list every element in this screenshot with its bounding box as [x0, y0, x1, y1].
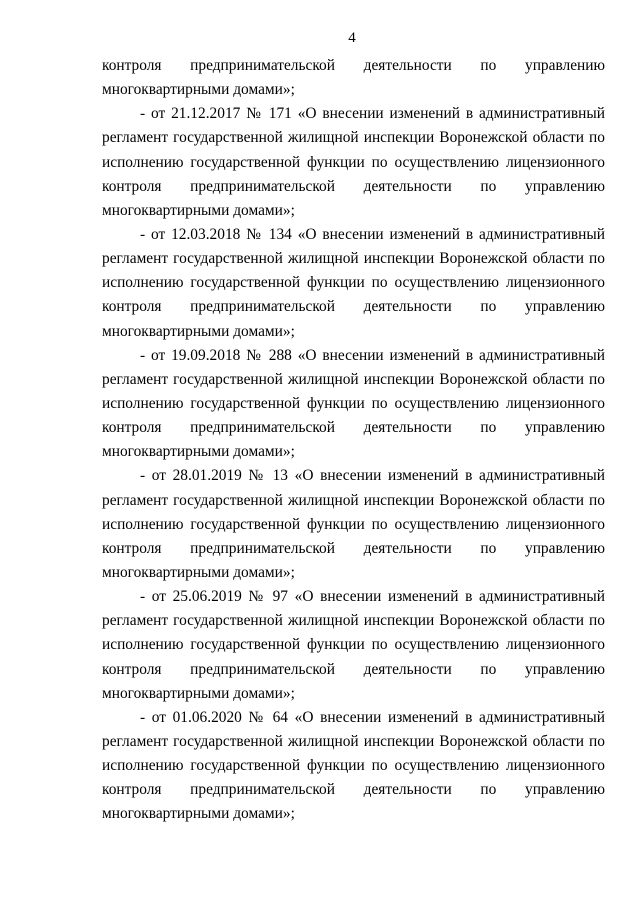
text-line: многоквартирными домами»;	[102, 805, 295, 823]
text-line: регламент государственной жилищной инспекции Воронежской области по	[102, 370, 605, 388]
text-line: - от 25.06.2019 № 97 «О внесении изменений в административный	[140, 588, 605, 606]
text-line: исполнению государственной функции по осуществлению лицензионного	[102, 757, 605, 775]
text-line: контроля предпринимательской деятельности по управлению	[102, 660, 605, 678]
text-line: контроля предпринимательской деятельности по управлению	[102, 419, 605, 437]
text-line: - от 01.06.2020 № 64 «О внесении изменений в административный	[140, 708, 605, 726]
text-line: многоквартирными домами»;	[102, 201, 295, 219]
document-body	[102, 54, 605, 827]
text-line: многоквартирными домами»;	[102, 81, 295, 99]
text-line: контроля предпринимательской деятельности по управлению	[102, 57, 605, 74]
text-line: контроля предпринимательской деятельности по управлению	[102, 781, 605, 799]
text-line: исполнению государственной функции по осуществлению лицензионного	[102, 153, 605, 171]
text-line: исполнению государственной функции по осуществлению лицензионного	[102, 515, 605, 533]
text-line: регламент государственной жилищной инспекции Воронежской области по	[102, 612, 605, 630]
text-line: исполнению государственной функции по осуществлению лицензионного	[102, 274, 605, 292]
text-line: - от 12.03.2018 № 134 «О внесении изменений в административный	[140, 225, 605, 243]
text-line: многоквартирными домами»;	[102, 684, 295, 702]
text-line: - от 28.01.2019 № 13 «О внесении изменений в административный	[140, 467, 605, 485]
text-line: контроля предпринимательской деятельности по управлению	[102, 298, 605, 316]
text-line: регламент государственной жилищной инспекции Воронежской области по	[102, 732, 605, 750]
text-line: регламент государственной жилищной инспекции Воронежской области по	[102, 491, 605, 509]
text-line: контроля предпринимательской деятельности по управлению	[102, 539, 605, 557]
text-line: контроля предпринимательской деятельности по управлению	[102, 177, 605, 195]
text-line: - от 19.09.2018 № 288 «О внесении изменений в административный	[140, 346, 605, 364]
page-number: 4	[348, 30, 356, 46]
text-line: многоквартирными домами»;	[102, 443, 295, 461]
text-line: исполнению государственной функции по осуществлению лицензионного	[102, 394, 605, 412]
text-line: регламент государственной жилищной инспекции Воронежской области по	[102, 129, 605, 147]
text-line: регламент государственной жилищной инспекции Воронежской области по	[102, 250, 605, 268]
text-line: - от 21.12.2017 № 171 «О внесении изменений в административный	[140, 105, 605, 123]
text-line: исполнению государственной функции по осуществлению лицензионного	[102, 636, 605, 654]
text-line: многоквартирными домами»;	[102, 322, 295, 340]
text-line: многоквартирными домами»;	[102, 563, 295, 581]
